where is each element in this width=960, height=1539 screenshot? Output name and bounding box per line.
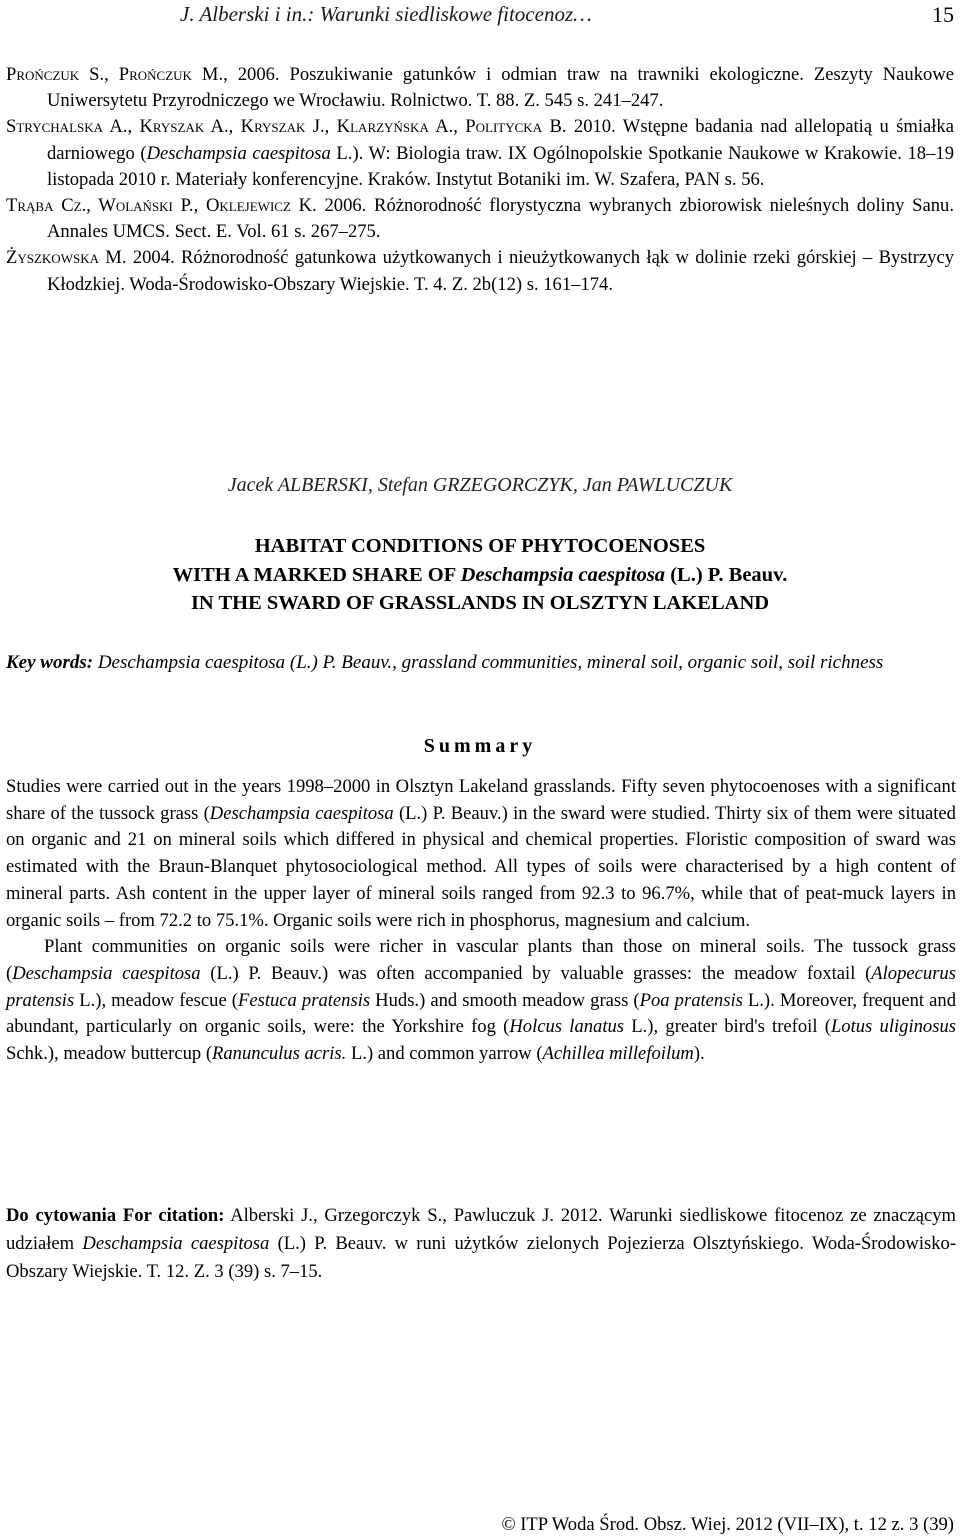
reference-item <box>6 193 954 245</box>
reference-authors: Strychalska A., Kryszak A., Kryszak J., Klarzyńska A., Politycka B. <box>6 116 567 138</box>
running-header <box>180 2 954 27</box>
reference-item <box>6 62 954 114</box>
summary-text: ). <box>693 1043 705 1065</box>
species-name: Ranunculus acris. <box>212 1043 347 1065</box>
reference-list <box>6 62 954 298</box>
reference-authors: Prończuk S., Prończuk M. <box>6 64 224 85</box>
summary-text: L.) and common yarrow ( <box>346 1043 543 1065</box>
title-text: (L.) P. Beauv. <box>665 563 788 586</box>
species-name: Festuca pratensis <box>237 989 371 1011</box>
summary-paragraph <box>6 774 956 934</box>
reference-item <box>6 114 954 193</box>
reference-item <box>6 245 954 297</box>
reference-text: L.). W: Biologia traw. IX Ogólnopolskie Spotkanie Naukowe w Krakowie. 18–19 listopada 2010 r. Materiały konferencyjne. Kraków. Instytut Botaniki im. W. Szafera, PAN s. 56. <box>47 142 954 190</box>
species-name: Deschampsia caespitosa <box>209 802 394 824</box>
reference-authors: Trąba Cz., Wolański P., Oklejewicz K. <box>6 195 317 217</box>
citation-text: Alberski J., Grzegorczyk S., Pawluczuk J. 2012. Warunki siedliskowe fitocenoz ze znaczącym udziałem <box>6 1205 957 1254</box>
running-header-title: J. Alberski i in.: Warunki siedliskowe fitocenoz… <box>180 2 592 26</box>
summary-text: L.), greater bird's trefoil ( <box>624 1016 831 1038</box>
title-text: WITH A MARKED SHARE OF <box>172 563 461 586</box>
species-name: Deschampsia caespitosa <box>146 142 331 164</box>
citation <box>6 1202 956 1286</box>
reference-text: 2004. Różnorodność gatunkowa użytkowanych i nieużytkowanych łąk w dolinie rzeki górskiej – Bystrzycy Kłodzkiej. Woda-Środowisko-Obszary Wiejskie. T. 4. Z. 2b(12) s. 161–174. <box>47 247 954 295</box>
page-footer: © ITP Woda Środ. Obsz. Wiej. 2012 (VII–IX), t. 12 z. 3 (39) <box>501 1514 954 1535</box>
keywords <box>6 649 956 677</box>
keywords-label: Key words: <box>6 652 94 673</box>
summary-text: Plant communities on organic soils were richer in vascular plants than those on mineral soils. The tussock grass ( <box>6 936 956 984</box>
species-name: Deschampsia caespitosa <box>12 962 201 984</box>
summary-text: Huds.) and smooth meadow grass ( <box>370 989 640 1011</box>
summary-text: Schk.), meadow buttercup ( <box>6 1043 213 1065</box>
citation-label: Do cytowania For citation: <box>6 1205 225 1226</box>
summary-text: L.). Moreover, frequent and abundant, particularly on organic soils, were: the Yorkshire fog ( <box>6 989 956 1038</box>
summary-text: (L.) P. Beauv.) was often accompanied by valuable grasses: the meadow foxtail ( <box>200 962 872 984</box>
summary-paragraph <box>6 934 956 1068</box>
reference-text: 2006. Różnorodność florystyczna wybranych zbiorowisk nieleśnych doliny Sanu. Annales UMCS. Sect. E. Vol. 61 s. 267–275. <box>47 195 954 243</box>
species-name: Holcus lanatus <box>509 1016 625 1038</box>
title-line <box>0 561 960 590</box>
reference-text: , 2006. Poszukiwanie gatunków i odmian traw na trawniki ekologiczne. Zeszyty Naukowe Uniwersytetu Przyrodniczego we Wrocławiu. Rolnictwo. T. 88. Z. 545 s. 241–247. <box>47 64 955 112</box>
species-name: Lotus uliginosus <box>830 1016 956 1038</box>
species-name: Deschampsia caespitosa <box>82 1233 270 1254</box>
summary-text: Studies were carried out in the years 1998–2000 in Olsztyn Lakeland grasslands. Fifty seven phytocoenoses with a significant share of the tussock grass ( <box>6 776 956 824</box>
reference-text: 2010. Wstępne badania nad allelopatią u śmiałka darniowego ( <box>47 116 954 164</box>
article-authors: Jacek ALBERSKI, Stefan GRZEGORCZYK, Jan PAWLUCZUK <box>227 474 733 496</box>
article-title <box>0 532 960 618</box>
summary-text: (L.) P. Beauv.) in the sward were studied. Thirty six of them were situated on organic and 21 on mineral soils which differed in physical and chemical properties. Floristic composition of sward was estimated with the Braun-Blanquet phytosociological method. All types of soils were characterised by a high content of mineral parts. Ash content in the upper layer of mineral soils ranged from 92.3 to 96.7%, while that of peat-muck layers in organic soils – from 72.2 to 75.1%. Organic soils were rich in phosphorus, magnesium and calcium. <box>6 802 956 931</box>
summary-heading: Summary <box>423 735 537 757</box>
title-line: IN THE SWARD OF GRASSLANDS IN OLSZTYN LAKELAND <box>190 592 770 614</box>
species-name: Achillea millefoilum <box>542 1043 694 1065</box>
summary-body <box>6 774 956 1068</box>
citation-text: (L.) P. Beauv. w runi użytków zielonych Pojezierza Olsztyńskiego. Woda-Środowisko-Obszary Wiejskie. T. 12. Z. 3 (39) s. 7–15. <box>6 1233 957 1282</box>
reference-authors: Żyszkowska M. <box>6 247 127 269</box>
summary-text: L.), meadow fescue ( <box>74 989 238 1011</box>
species-name: Poa pratensis <box>639 989 743 1011</box>
keywords-text: Deschampsia caespitosa (L.) P. Beauv., grassland communities, mineral soil, organic soil, soil richness <box>93 652 884 673</box>
page-number: 15 <box>932 2 954 27</box>
title-line: HABITAT CONDITIONS OF PHYTOCOENOSES <box>254 535 706 557</box>
species-name: Alopecurus pratensis <box>6 962 956 1011</box>
species-name: Deschampsia caespitosa <box>460 563 666 586</box>
